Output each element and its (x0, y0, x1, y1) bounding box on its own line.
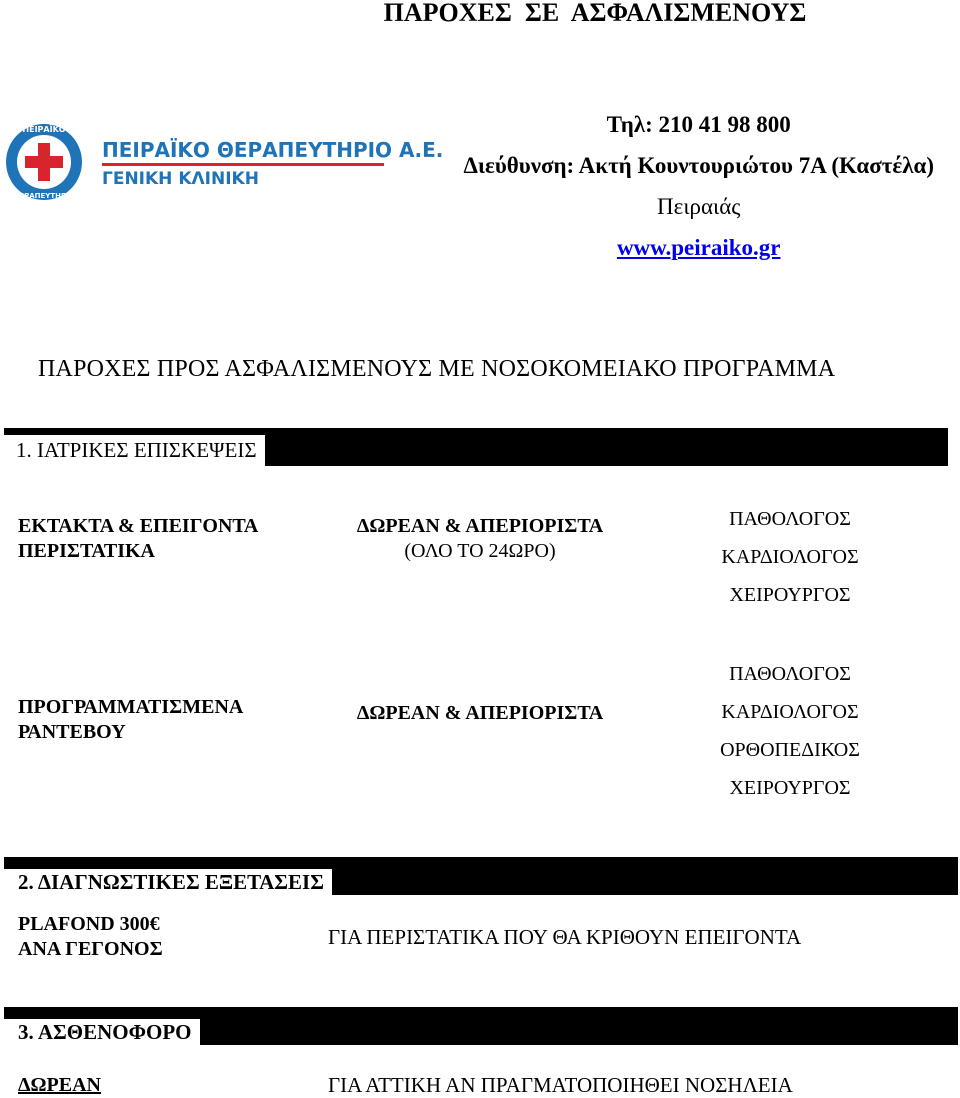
city-text: Πειραιάς (657, 194, 741, 219)
ambulance-note: ΓΙΑ ΑΤΤΙΚΗ ΑΝ ΠΡΑΓΜΑΤΟΠΟΙΗΘΕΙ ΝΟΣΗΛΕΙΑ (328, 1073, 793, 1097)
page-title: ΠΑΡΟΧΕΣ ΣΕ ΑΣΦΑΛΙΣΜΕΝΟΥΣ (383, 0, 807, 27)
section-2-title: 2. ΔΙΑΓΝΩΣΤΙΚΕΣ ΕΞΕΤΑΣΕΙΣ (4, 869, 332, 895)
doctor-item: ΟΡΘΟΠΕΔΙΚΟΣ (720, 739, 860, 761)
doctor-item: ΠΑΘΟΛΟΓΟΣ (729, 663, 851, 685)
row-1-type-line: ΠΕΡΙΣΤΑΤΙΚΑ (18, 540, 155, 562)
section-3-title: 3. ΑΣΘΕΝΟΦΟΡΟ (4, 1019, 200, 1045)
row-1-type (18, 514, 258, 564)
diagnostics-limit-line: ΑΝΑ ΓΕΓΟΝΟΣ (18, 938, 163, 960)
svg-text:ΠΕΙΡΑΪΚΟ: ΠΕΙΡΑΪΚΟ (22, 125, 66, 134)
row-1-coverage-note: (ΟΛΟ ΤΟ 24ΩΡΟ) (404, 540, 556, 562)
section-3-header (4, 1007, 958, 1045)
row-1-coverage (330, 514, 630, 564)
program-subtitle: ΠΑΡΟΧΕΣ ΠΡΟΣ ΑΣΦΑΛΙΣΜΕΝΟΥΣ ΜΕ ΝΟΣΟΚΟΜΕΙΑΚΟ ΠΡΟΓΡΑΜΜΑ (38, 356, 836, 382)
ambulance-label: ΔΩΡΕΑΝ (18, 1074, 101, 1096)
diagnostics-limit (18, 912, 163, 962)
doctor-item: ΧΕΙΡΟΥΡΓΟΣ (729, 777, 851, 799)
row-2-doctors (690, 655, 890, 807)
row-2-type-line: ΠΡΟΓΡΑΜΜΑΤΙΣΜΕΝΑ (18, 696, 244, 718)
row-1-coverage-text: ΔΩΡΕΑΝ & ΑΠΕΡΙΟΡΙΣΤΑ (356, 515, 604, 537)
section-1-header (4, 428, 948, 466)
svg-text:ΘΕΡΑΠΕΥΤΗΡΙΟ: ΘΕΡΑΠΕΥΤΗΡΙΟ (13, 192, 75, 200)
clinic-logo (4, 112, 444, 212)
row-2-coverage (330, 701, 630, 726)
phone-text: Τηλ: 210 41 98 800 (606, 112, 791, 137)
section-1-title: 1. ΙΑΤΡΙΚΕΣ ΕΠΙΣΚΕΨΕΙΣ (4, 435, 265, 466)
row-2-coverage-text: ΔΩΡΕΑΝ & ΑΠΕΡΙΟΡΙΣΤΑ (356, 702, 604, 724)
diagnostics-limit-line: PLAFOND 300€ (18, 913, 160, 935)
row-1-type-line: ΕΚΤΑΚΤΑ & ΕΠΕΙΓΟΝΤΑ (18, 515, 259, 537)
website-link[interactable]: www.peiraiko.gr (616, 235, 781, 260)
address-text: Διεύθυνση: Ακτή Κουντουριώτου 7Α (Καστέλα) (463, 153, 934, 178)
doctor-item: ΚΑΡΔΙΟΛΟΓΟΣ (721, 546, 859, 568)
diagnostics-note: ΓΙΑ ΠΕΡΙΣΤΑΤΙΚΑ ΠΟΥ ΘΑ ΚΡΙΘΟΥΝ ΕΠΕΙΓΟΝΤΑ (328, 925, 802, 949)
row-2-type-line: ΡΑΝΤΕΒΟΥ (18, 721, 126, 743)
svg-text:ΓΕΝΙΚΗ ΚΛΙΝΙΚΗ: ΓΕΝΙΚΗ ΚΛΙΝΙΚΗ (102, 169, 259, 189)
doctor-item: ΠΑΘΟΛΟΓΟΣ (729, 508, 851, 530)
section-2-header (4, 857, 958, 895)
svg-text:ΠΕΙΡΑΪΚΟ ΘΕΡΑΠΕΥΤΗΡΙΟ Α.Ε.: ΠΕΙΡΑΪΚΟ ΘΕΡΑΠΕΥΤΗΡΙΟ Α.Ε. (102, 138, 444, 162)
contact-info (463, 108, 934, 272)
row-2-type (18, 695, 243, 745)
doctor-item: ΚΑΡΔΙΟΛΟΓΟΣ (721, 701, 859, 723)
doctor-item: ΧΕΙΡΟΥΡΓΟΣ (729, 584, 851, 606)
row-1-doctors (690, 500, 890, 614)
